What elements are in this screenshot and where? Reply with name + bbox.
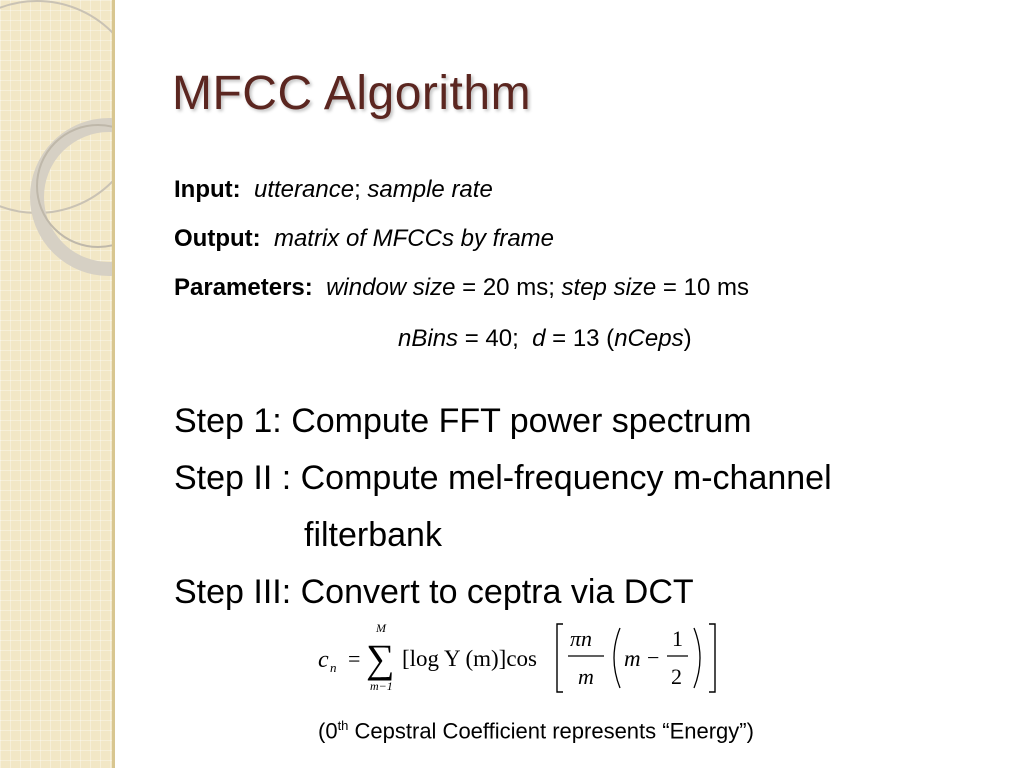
- param-nceps-close: ): [683, 325, 692, 352]
- slide-title: MFCC Algorithm: [172, 67, 532, 120]
- formula-sum-upper: M: [376, 621, 386, 635]
- param-nbins-value: = 40;: [458, 325, 519, 352]
- input-value-utterance: utterance: [253, 176, 355, 203]
- step-1: Step 1: Compute FFT power spectrum: [174, 402, 752, 440]
- formula-inner-m: m: [624, 646, 641, 671]
- decorative-side-band: [0, 0, 112, 768]
- formula-right-bracket: [709, 624, 715, 692]
- formula-frac-denominator: m: [578, 664, 594, 689]
- energy-note: [318, 718, 754, 744]
- formula-body: [log Y (m)]cos: [402, 646, 537, 671]
- step-3: Step III: Convert to ceptra via DCT: [174, 573, 694, 611]
- param-window-value: = 20 ms;: [455, 274, 555, 301]
- formula-lhs-subscript: n: [330, 660, 337, 675]
- output-label: Output:: [174, 225, 261, 252]
- formula-right-paren: [694, 628, 700, 688]
- formula-left-bracket: [557, 624, 563, 692]
- param-d-label: d: [532, 325, 546, 352]
- param-window-label: window size: [326, 274, 456, 301]
- input-label: Input:: [174, 176, 241, 203]
- formula-half-denominator: 2: [671, 664, 682, 689]
- step-2: Step II : Compute mel-frequency m-channel: [174, 459, 832, 497]
- note-suffix: Cepstral Coefficient represents “Energy”): [348, 718, 754, 744]
- step-2-continuation: filterbank: [304, 516, 442, 554]
- input-line: [174, 176, 493, 204]
- param-step-label: step size: [561, 274, 657, 301]
- param-nbins-label: nBins: [398, 325, 459, 352]
- note-superscript: th: [337, 718, 349, 733]
- formula-half-numerator: 1: [672, 626, 683, 651]
- formula-lhs: c: [318, 647, 329, 673]
- formula-sum-lower: m−1: [370, 679, 393, 693]
- input-value-sample-rate: sample rate: [367, 176, 493, 203]
- param-d-value: = 13 (: [545, 325, 615, 352]
- formula-sum-symbol: ∑: [366, 636, 395, 681]
- parameters-line-2: [398, 325, 692, 353]
- parameters-line: [174, 274, 749, 302]
- param-step-value: = 10 ms: [656, 274, 749, 301]
- dct-formula: [318, 620, 728, 696]
- output-line: [174, 225, 554, 253]
- parameters-label: Parameters:: [174, 274, 313, 301]
- input-separator: ;: [354, 176, 361, 203]
- param-nceps-label: nCeps: [614, 325, 684, 352]
- side-divider: [112, 0, 115, 768]
- note-prefix: (0: [318, 718, 338, 744]
- formula-equals: =: [348, 646, 361, 671]
- output-value: matrix of MFCCs by frame: [273, 225, 554, 252]
- formula-frac-numerator: πn: [570, 626, 593, 651]
- formula-left-paren: [614, 628, 620, 688]
- formula-minus: −: [647, 645, 660, 670]
